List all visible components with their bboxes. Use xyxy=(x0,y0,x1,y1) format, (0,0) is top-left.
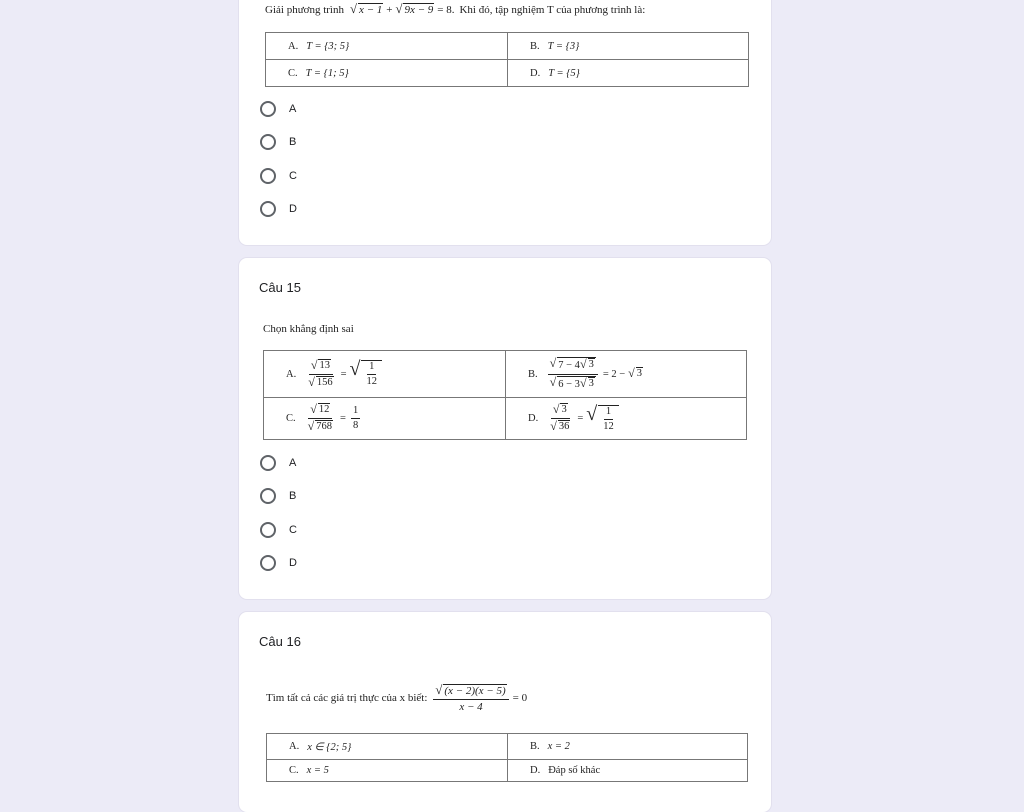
question-title: Câu 15 xyxy=(259,280,301,295)
choice-c[interactable]: C xyxy=(260,521,297,539)
equation: √ (x − 2)(x − 5) x − 4 = 0 xyxy=(435,683,528,713)
options-table xyxy=(265,32,749,87)
option-c-formula: √ 12 √ 768 = $\frac{1}{8}$ xyxy=(307,402,359,433)
radio-button[interactable] xyxy=(260,522,276,538)
prompt-text-after: Khi đó, tập nghiệm T của phương trình là: xyxy=(459,3,646,16)
choice-a[interactable]: A xyxy=(260,100,296,118)
question-title: Câu 16 xyxy=(259,634,301,649)
question-prompt: Chọn khẳng định sai xyxy=(263,323,354,335)
option-b-cell: B. x = 2 xyxy=(530,741,570,752)
option-c-cell: C. T = {1; 5} xyxy=(288,67,349,79)
option-b-formula: √ 7 − 4 √ 3 √ 6 − 3 √ 3 = 2 − √ 3 xyxy=(549,356,643,390)
choice-b[interactable]: B xyxy=(260,487,296,505)
prompt-text-before: Giải phương trình xyxy=(265,3,344,16)
sqrt-term-1: √ x − 1 xyxy=(350,2,383,16)
option-d-cell: D. √ 3 √ 36 = √ $\frac{1}{12}$ xyxy=(506,398,746,439)
radio-button[interactable] xyxy=(260,555,276,571)
option-b-cell: B. T = {3} xyxy=(530,40,580,52)
equation: √ x − 1 + √ 9x − 9 = 8. xyxy=(350,2,455,16)
options-table xyxy=(263,350,747,440)
options-table xyxy=(266,733,748,782)
choice-d[interactable]: D xyxy=(260,554,297,572)
choice-c[interactable]: C xyxy=(260,167,297,185)
option-a-cell: A. T = {3; 5} xyxy=(288,40,350,52)
option-c-cell: C. x = 5 xyxy=(289,765,329,776)
choice-a[interactable]: A xyxy=(260,454,296,472)
option-b-cell: B. √ 7 − 4 √ 3 √ 6 − 3 √ 3 = 2 − √ 3 xyxy=(528,356,643,390)
radio-button[interactable] xyxy=(260,168,276,184)
option-a-cell: A. x ∈ {2; 5} xyxy=(289,741,352,753)
option-d-cell: D. Đáp số khác xyxy=(530,765,601,776)
choice-b[interactable]: B xyxy=(260,133,296,151)
question-card-15 xyxy=(239,258,771,599)
radio-button[interactable] xyxy=(260,134,276,150)
option-c-cell: C. √ 12 √ 768 = $\frac{1}{8}$ xyxy=(264,398,505,439)
option-d-cell: D. T = {5} xyxy=(530,67,580,79)
option-d-formula: √ 3 √ 36 = √ $\frac{1}{12}$ xyxy=(546,403,619,433)
question-prompt: Tìm tất cả các giá trị thực của x biết: √ (x − 2)(x − 5) x − 4 = 0 xyxy=(266,683,528,713)
radio-button[interactable] xyxy=(260,201,276,217)
choice-d[interactable]: D xyxy=(260,200,297,218)
option-a-cell: A. √ 13 √ 156 = √ $\frac{1}{12}$ xyxy=(264,351,505,397)
sqrt-term-2: √ 9x − 9 xyxy=(395,2,434,16)
option-a-formula: √ 13 √ 156 = √ $\frac{1}{12}$ xyxy=(304,359,382,389)
radio-button[interactable] xyxy=(260,488,276,504)
radio-button[interactable] xyxy=(260,455,276,471)
question-card-14 xyxy=(239,0,771,245)
radio-button[interactable] xyxy=(260,101,276,117)
question-prompt xyxy=(265,3,645,17)
question-card-16 xyxy=(239,612,771,812)
